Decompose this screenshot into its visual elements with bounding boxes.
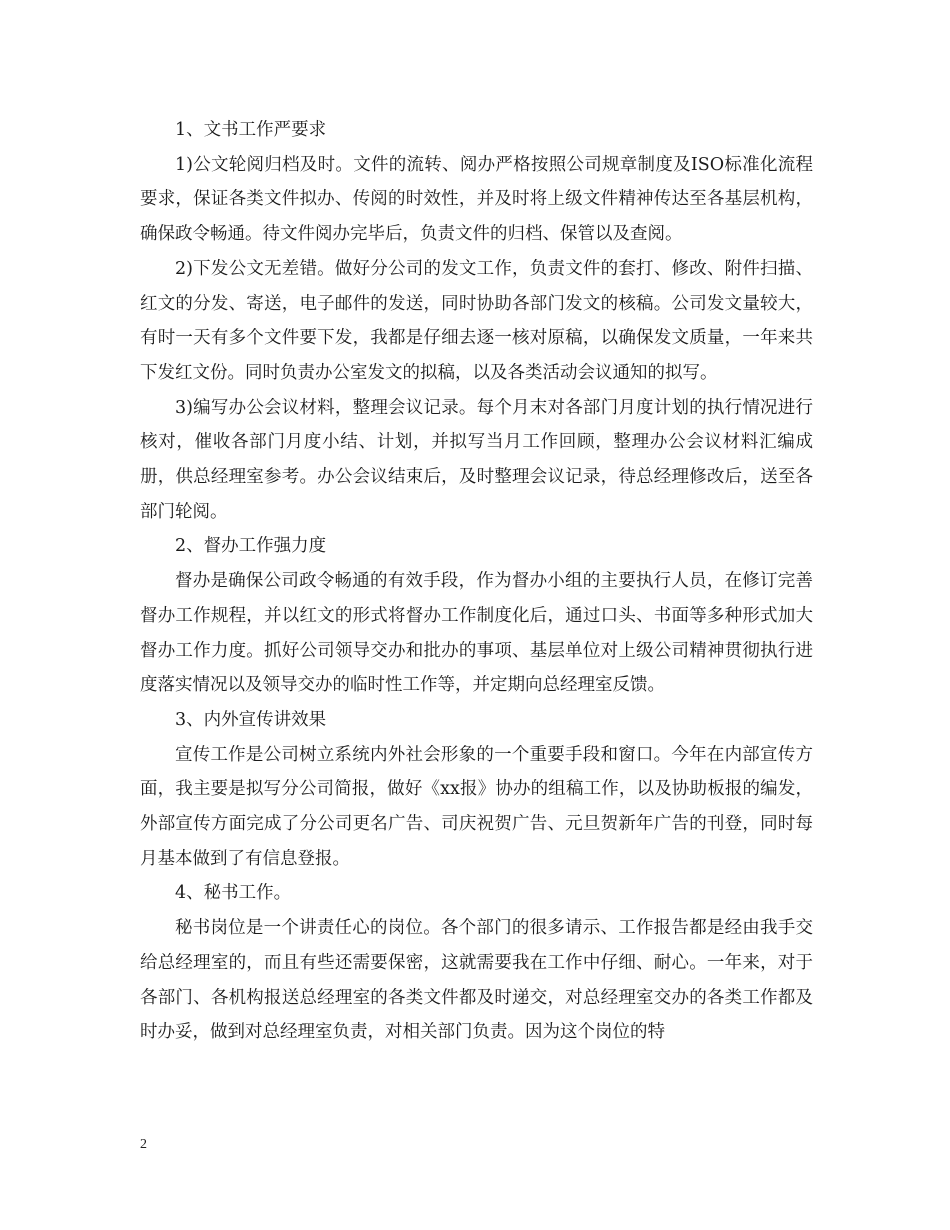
page-number: 2 <box>140 1137 147 1152</box>
paragraph: 秘书岗位是一个讲责任心的岗位。各个部门的很多请示、工作报告都是经由我手交给总经理室的，而且有些还需要保密，这就需要我在工作中仔细、耐心。一年来，对于各部门、各机构报送总经理室的各类文件都及时递交，对总经理室交办的各类工作都及时办妥，做到对总经理室负责，对相关部门负责。因为这个岗位的特 <box>140 918 813 1043</box>
section-heading-2: 2、督办工作强力度 <box>175 536 327 557</box>
section-heading-1: 1、文书工作严要求 <box>175 120 327 140</box>
document-body <box>140 113 813 1050</box>
section-heading-4: 4、秘书工作。 <box>175 883 292 904</box>
paragraph: 宣传工作是公司树立系统内外社会形象的一个重要手段和窗口。今年在内部宣传方面，我主要是拟写分公司简报，做好《xx报》协办的组稿工作，以及协助板报的编发，外部宣传方面完成了分公司更名广告、司庆祝贺广告、元旦贺新年广告的刊登，同时每月基本做到了有信息登报。 <box>140 744 813 869</box>
paragraph: 1)公文轮阅归档及时。文件的流转、阅办严格按照公司规章制度及ISO标准化流程要求，保证各类文件拟办、传阅的时效性，并及时将上级文件精神传达至各基层机构，确保政令畅通。待文件阅办完毕后，负责文件的归档、保管以及查阅。 <box>140 154 813 245</box>
paragraph: 3)编写办公会议材料，整理会议记录。每个月末对各部门月度计划的执行情况进行核对，催收各部门月度小结、计划，并拟写当月工作回顾，整理办公会议材料汇编成册，供总经理室参考。办公会议结束后，及时整理会议记录，待总经理修改后，送至各部门轮阅。 <box>140 397 813 522</box>
paragraph: 督办是确保公司政令畅通的有效手段，作为督办小组的主要执行人员，在修订完善督办工作规程，并以红文的形式将督办工作制度化后，通过口头、书面等多种形式加大督办工作力度。抓好公司领导交办和批办的事项、基层单位对上级公司精神贯彻执行进度落实情况以及领导交办的临时性工作等，并定期向总经理室反馈。 <box>140 571 813 696</box>
paragraph: 2)下发公文无差错。做好分公司的发文工作，负责文件的套打、修改、附件扫描、红文的分发、寄送，电子邮件的发送，同时协助各部门发文的核稿。公司发文量较大，有时一天有多个文件要下发，我都是仔细去逐一核对原稿，以确保发文质量，一年来共下发红文份。同时负责办公室发文的拟稿，以及各类活动会议通知的拟写。 <box>140 258 813 383</box>
section-heading-3: 3、内外宣传讲效果 <box>175 709 327 730</box>
